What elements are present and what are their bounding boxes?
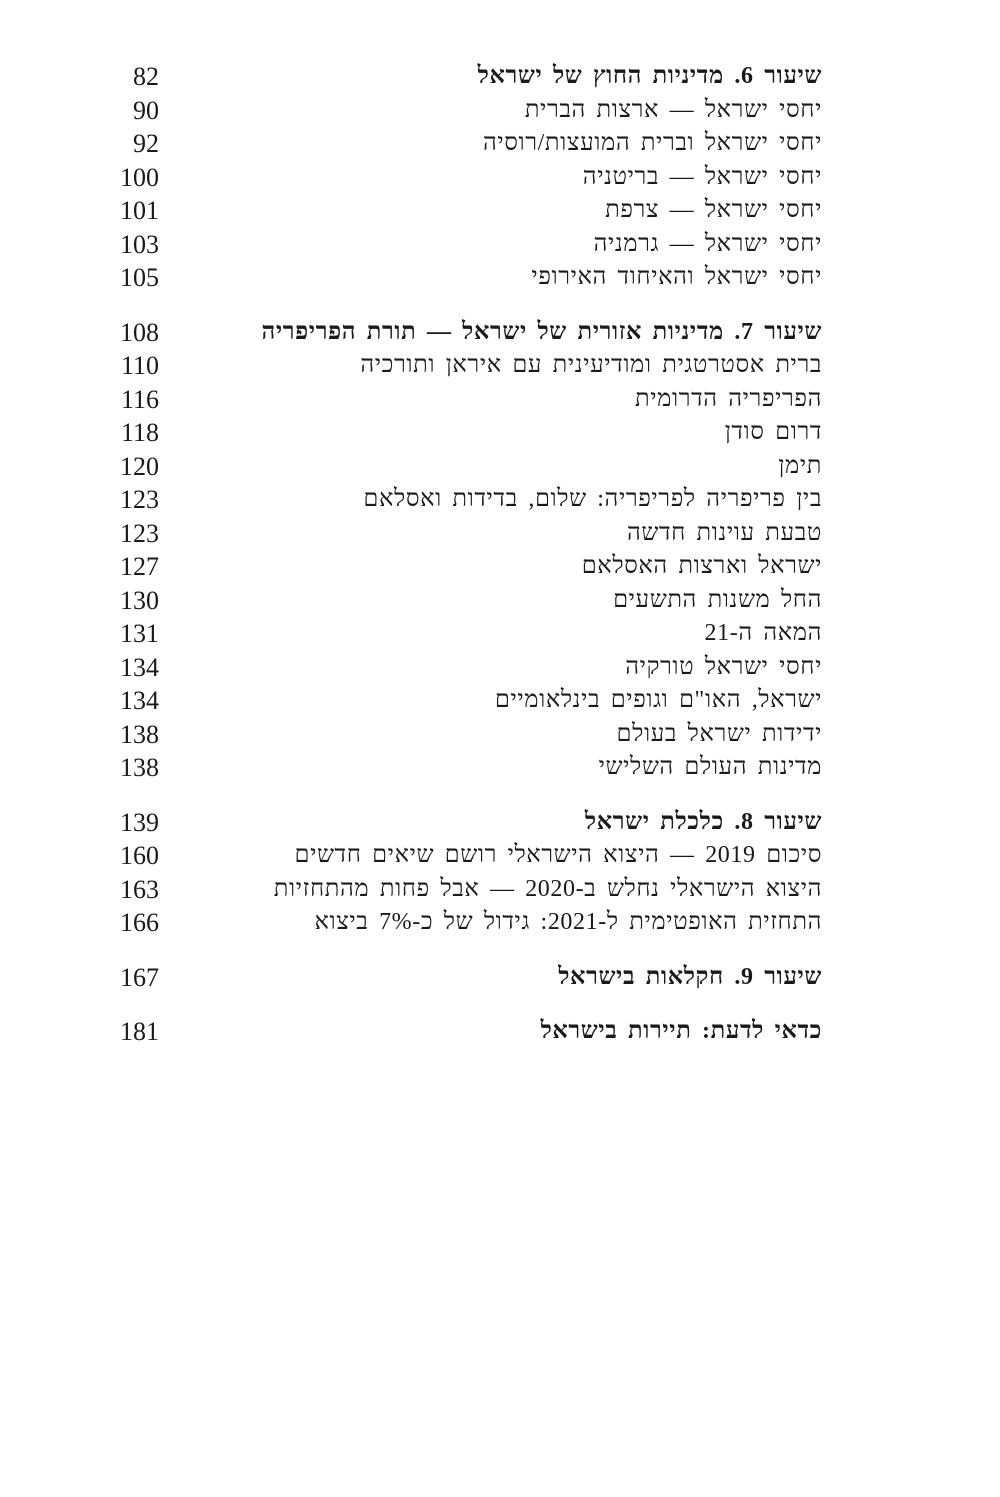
- toc-entry-row[interactable]: [0, 261, 1000, 295]
- toc-chapter-row[interactable]: [0, 60, 1000, 94]
- toc-entry-row[interactable]: [0, 718, 1000, 752]
- entry-title: ידידות ישראל בעולם: [616, 720, 822, 747]
- toc-entry-row[interactable]: [0, 416, 1000, 450]
- page-number: 92: [133, 129, 159, 158]
- toc-section: [0, 961, 1000, 995]
- entry-title: המאה ה-21: [704, 620, 822, 646]
- entry-title: מדינות העולם השלישי: [598, 754, 822, 780]
- toc-entry-row[interactable]: [0, 584, 1000, 618]
- toc-entry-row[interactable]: [0, 161, 1000, 195]
- toc-section: [0, 806, 1000, 940]
- entry-title: יחסי ישראל — ארצות הברית: [524, 96, 822, 123]
- page-number: 131: [120, 619, 159, 648]
- toc-entry-row[interactable]: [0, 383, 1000, 417]
- toc-entry-row[interactable]: [0, 349, 1000, 383]
- entry-title: תימן: [778, 452, 822, 479]
- entry-title: יחסי ישראל והאיחוד האירופי: [531, 264, 822, 290]
- chapter-title: שיעור 8. כלכלת ישראל: [584, 808, 822, 835]
- entry-title: טבעת עוינות חדשה: [626, 519, 822, 546]
- page-number: 101: [120, 196, 159, 225]
- entry-title: יחסי ישראל — בריטניה: [582, 163, 822, 190]
- toc-chapter-row[interactable]: [0, 806, 1000, 840]
- page-number: 105: [120, 263, 159, 292]
- entry-title: ישראל וארצות האסלאם: [581, 553, 822, 579]
- page-number: 123: [120, 518, 159, 548]
- entry-title: היצוא הישראלי נחלש ב-2020 — אבל פחות מהתחזיות: [273, 875, 822, 902]
- toc-entry-row[interactable]: [0, 906, 1000, 940]
- entry-title: החל משנות התשעים: [613, 586, 822, 613]
- chapter-title: שיעור 7. מדיניות אזורית של ישראל — תורת הפריפריה: [261, 318, 822, 345]
- toc-chapter-row[interactable]: [0, 316, 1000, 350]
- page-number: 163: [120, 874, 159, 904]
- toc-entry-row[interactable]: [0, 194, 1000, 228]
- toc-chapter-row[interactable]: [0, 1015, 1000, 1049]
- toc-entry-row[interactable]: [0, 684, 1000, 718]
- toc-section: [0, 60, 1000, 295]
- toc-entry-row[interactable]: [0, 127, 1000, 161]
- toc-entry-row[interactable]: [0, 751, 1000, 785]
- toc-entry-row[interactable]: [0, 517, 1000, 551]
- toc-entry-row[interactable]: [0, 228, 1000, 262]
- entry-title: יחסי ישראל — גרמניה: [593, 230, 822, 257]
- toc-entry-row[interactable]: [0, 839, 1000, 873]
- toc-entry-row[interactable]: [0, 550, 1000, 584]
- page-number: 123: [120, 485, 159, 514]
- entry-title: דרום סודן: [724, 419, 822, 445]
- section-gap: [0, 994, 1000, 1015]
- page-number: 103: [120, 229, 159, 259]
- page-number: 160: [120, 841, 159, 870]
- page-number: 127: [120, 552, 159, 581]
- page-number: 134: [120, 652, 159, 682]
- page-number: 110: [120, 351, 159, 380]
- toc-entry-row[interactable]: [0, 617, 1000, 651]
- chapter-title: שיעור 9. חקלאות בישראל: [558, 963, 822, 990]
- page-number: 167: [120, 962, 159, 992]
- entry-title: יחסי ישראל וברית המועצות/רוסיה: [482, 130, 822, 156]
- entry-title: בין פריפריה לפריפריה: שלום, בדידות ואסלאם: [363, 486, 822, 512]
- page-number: 90: [133, 95, 159, 125]
- section-gap: [0, 785, 1000, 806]
- table-of-contents: [0, 60, 1000, 1049]
- toc-entry-row[interactable]: [0, 873, 1000, 907]
- entry-title: יחסי ישראל טורקיה: [625, 653, 822, 680]
- page-number: 100: [120, 162, 159, 192]
- page-number: 82: [133, 62, 159, 91]
- page-number: 116: [120, 384, 159, 414]
- entry-title: יחסי ישראל — צרפת: [605, 197, 822, 223]
- page-number: 139: [120, 807, 159, 837]
- page-number: 138: [120, 719, 159, 749]
- entry-title: סיכום 2019 — היצוא הישראלי רושם שיאים חדשים: [294, 842, 822, 868]
- page-number: 130: [120, 585, 159, 615]
- page-number: 134: [120, 686, 159, 715]
- page-number: 166: [120, 908, 159, 937]
- toc-entry-row[interactable]: [0, 483, 1000, 517]
- section-gap: [0, 940, 1000, 961]
- entry-title: ישראל, האו"ם וגופים בינלאומיים: [494, 687, 822, 713]
- chapter-title: כדאי לדעת: תיירות בישראל: [540, 1018, 822, 1044]
- toc-section: [0, 1015, 1000, 1049]
- section-gap: [0, 295, 1000, 316]
- page-number: 118: [120, 418, 159, 447]
- page-number: 120: [120, 451, 159, 481]
- page-number: 181: [120, 1017, 159, 1046]
- toc-entry-row[interactable]: [0, 94, 1000, 128]
- page-number: 138: [120, 753, 159, 782]
- toc-entry-row[interactable]: [0, 651, 1000, 685]
- entry-title: הפריפריה הדרומית: [635, 385, 822, 412]
- toc-chapter-row[interactable]: [0, 961, 1000, 995]
- chapter-title: שיעור 6. מדיניות החוץ של ישראל: [477, 63, 822, 89]
- page-number: 108: [120, 317, 159, 347]
- toc-entry-row[interactable]: [0, 450, 1000, 484]
- entry-title: התחזית האופטימית ל-2021: גידול של כ-7% ביצוא: [314, 909, 822, 935]
- toc-section: [0, 316, 1000, 785]
- entry-title: ברית אסטרטגית ומודיעינית עם איראן ותורכיה: [360, 352, 822, 378]
